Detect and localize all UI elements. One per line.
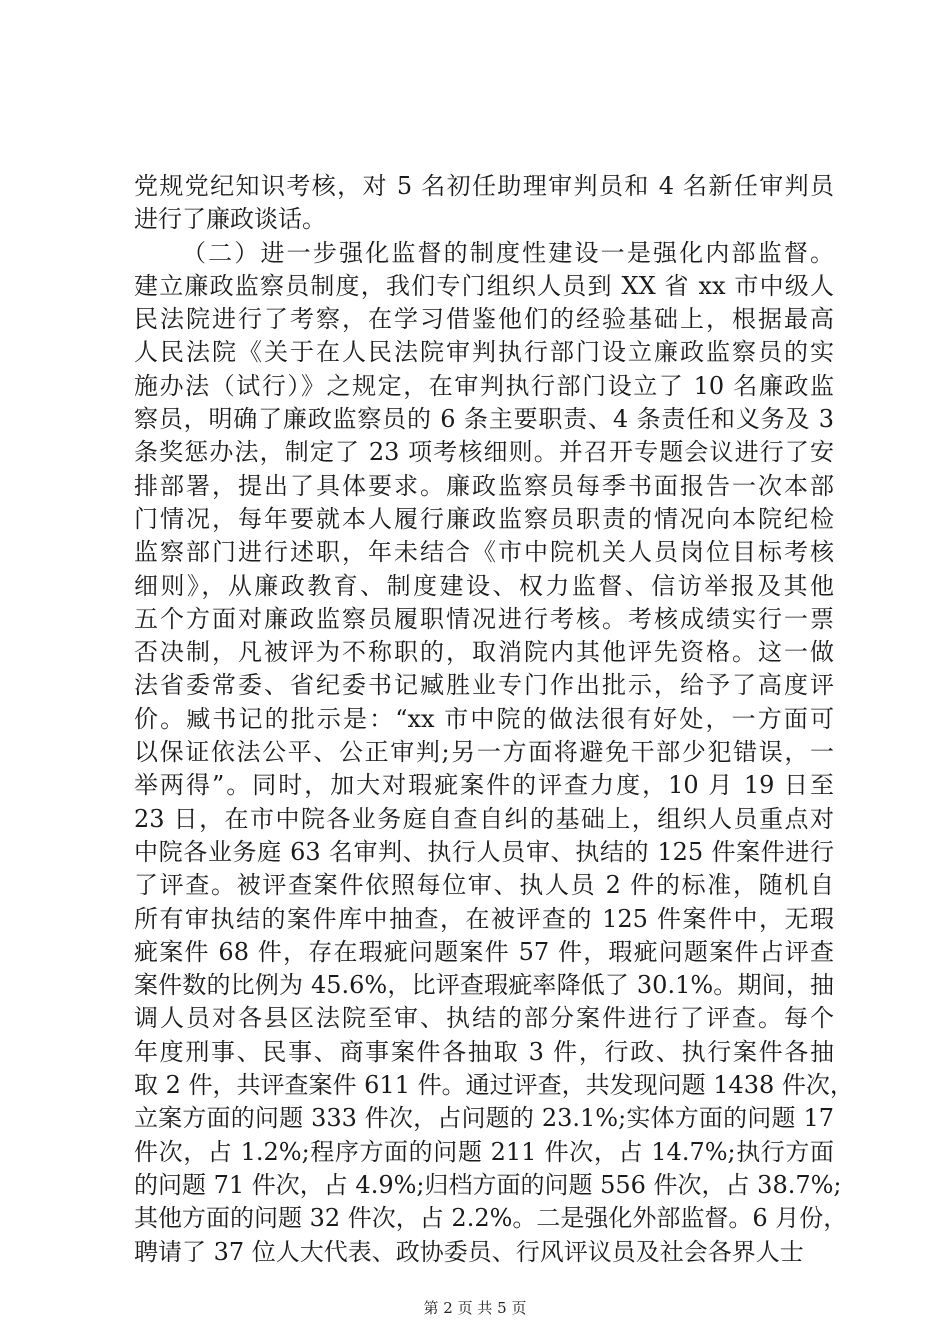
text-line: 件次，占 1.2%;程序方面的问题 211 件次，占 14.7%;执行方面 xyxy=(134,1137,834,1166)
text-line: 细则》，从廉政教育、制度建设、权力监督、信访举报及其他 xyxy=(134,571,834,600)
text-line: 疵案件 68 件，存在瑕疵问题案件 57 件，瑕疵问题案件占评查 xyxy=(134,937,834,966)
text-line: 价。臧书记的批示是：“xx 市中院的做法很有好处，一方面可 xyxy=(134,704,834,733)
text-line: 举两得”。同时，加大对瑕疵案件的评查力度，10 月 19 日至 xyxy=(134,771,834,800)
text-line: 的问题 71 件次，占 4.9%;归档方面的问题 556 件次，占 38.7%; xyxy=(134,1170,842,1199)
text-line: 调人员对各县区法院至审、执结的部分案件进行了评查。每个 xyxy=(134,1004,834,1033)
text-line: 了评查。被评查案件依照每位审、执人员 2 件的标准，随机自 xyxy=(134,871,834,900)
text-line: 所有审执结的案件库中抽查，在被评查的 125 件案件中，无瑕 xyxy=(134,904,834,933)
body-text xyxy=(134,170,854,1269)
text-line: 排部署，提出了具体要求。廉政监察员每季书面报告一次本部 xyxy=(134,471,834,500)
text-line: 条奖惩办法，制定了 23 项考核细则。并召开专题会议进行了安 xyxy=(134,438,834,467)
text-line: 五个方面对廉政监察员履职情况进行考核。考核成绩实行一票 xyxy=(134,604,834,633)
text-line: 法省委常委、省纪委书记臧胜业专门作出批示，给予了高度评 xyxy=(134,671,834,700)
text-line: 案件数的比例为 45.6%，比评查瑕疵率降低了 30.1%。期间，抽 xyxy=(134,971,834,1000)
text-line: 监察部门进行述职，年未结合《市中院机关人员岗位目标考核 xyxy=(134,538,834,567)
text-line: 聘请了 37 位人大代表、政协委员、行风评议员及社会各界人士 xyxy=(134,1237,804,1266)
text-line: 年度刑事、民事、商事案件各抽取 3 件，行政、执行案件各抽 xyxy=(134,1037,834,1066)
text-line: 以保证依法公平、公正审判;另一方面将避免干部少犯错误，一 xyxy=(134,738,834,767)
text-line: 立案方面的问题 333 件次，占问题的 23.1%;实体方面的问题 17 xyxy=(134,1104,834,1133)
text-line: 23 日，在市中院各业务庭自查自纠的基础上，组织人员重点对 xyxy=(134,804,834,833)
text-line: （二）进一步强化监督的制度性建设一是强化内部监督。 xyxy=(182,238,834,267)
text-line: 察员，明确了廉政监察员的 6 条主要职责、4 条责任和义务及 3 xyxy=(134,405,834,434)
text-line: 施办法（试行）》之规定，在审判执行部门设立了 10 名廉政监 xyxy=(134,371,834,400)
text-line: 否决制，凡被评为不称职的，取消院内其他评先资格。这一做 xyxy=(134,638,834,667)
text-line: 进行了廉政谈话。 xyxy=(134,205,326,234)
page-number-footer: 第 2 页 共 5 页 xyxy=(423,1299,527,1317)
text-line: 其他方面的问题 32 件次，占 2.2%。二是强化外部监督。6 月份， xyxy=(134,1204,848,1233)
text-line: 党规党纪知识考核，对 5 名初任助理审判员和 4 名新任审判员 xyxy=(134,172,834,200)
text-line: 建立廉政监察员制度，我们专门组织人员到 XX 省 xx 市中级人 xyxy=(134,271,834,300)
text-line: 中院各业务庭 63 名审判、执行人员审、执结的 125 件案件进行 xyxy=(134,837,834,866)
text-line: 门情况，每年要就本人履行廉政监察员职责的情况向本院纪检 xyxy=(134,504,834,533)
text-line: 民法院进行了考察，在学习借鉴他们的经验基础上，根据最高 xyxy=(134,305,834,334)
text-line: 人民法院《关于在人民法院审判执行部门设立廉政监察员的实 xyxy=(134,338,834,367)
text-line: 取 2 件，共评查案件 611 件。通过评查，共发现问题 1438 件次， xyxy=(134,1071,854,1100)
